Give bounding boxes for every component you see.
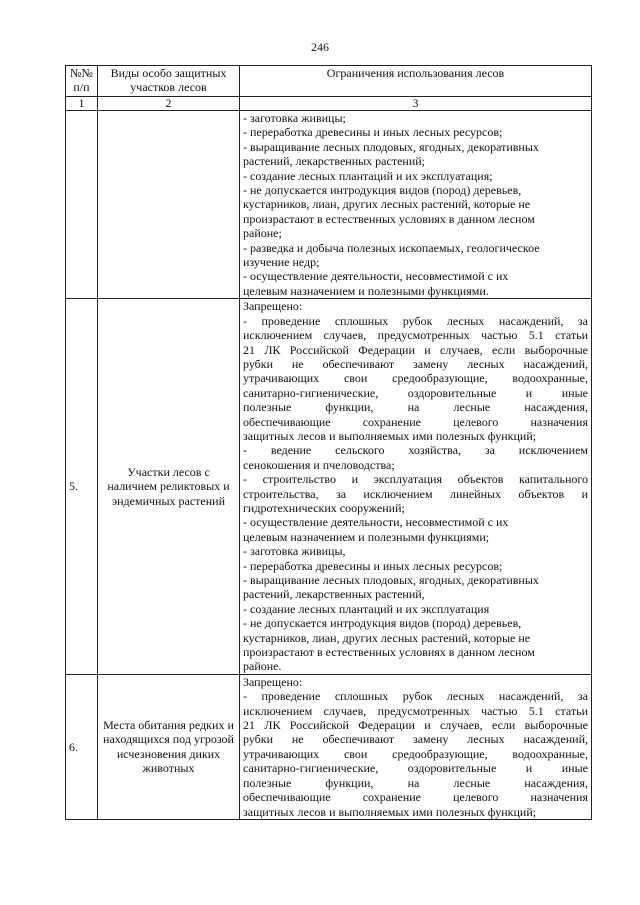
restrictions-table [65, 65, 592, 820]
header-restrictions: Ограничения использования лесов [240, 66, 592, 97]
row-number: 6. [66, 674, 98, 819]
forest-type-cell: Участки лесов с наличием реликтовых и эндемичных растений [98, 299, 240, 675]
restriction-line: 21 ЛК Российской Федерации и случаев, если выборочные [243, 342, 588, 357]
restriction-line: - осуществление деятельности, несовместимой с их [243, 269, 509, 284]
restriction-line: - переработка древесины и иных лесных ресурсов; [243, 125, 503, 140]
restriction-line: защитных лесов и выполняемых ими полезных функций; [243, 804, 537, 819]
restriction-line: кустарников, лиан, других лесных растений, которые не [243, 630, 531, 645]
restriction-line: санитарно-гигиенические, оздоровительные и иные [243, 385, 588, 400]
restriction-line: рубки не обеспечивают замену лесных насаждений, [243, 356, 588, 371]
restriction-line: исключением случаев, предусмотренных частью 5.1 статьи [243, 703, 588, 718]
header-forest-type: Виды особо защитных участков лесов [98, 66, 240, 97]
restriction-line: 21 ЛК Российской Федерации и случаев, если выборочные [243, 718, 588, 733]
restriction-line: изучение недр; [243, 255, 320, 270]
restriction-line: гидротехнических сооружений; [243, 500, 405, 515]
restriction-line: - осуществление деятельности, несовместимой с их [243, 515, 509, 530]
row-number: 5. [66, 299, 98, 675]
page-number: 246 [311, 40, 329, 54]
restriction-line: сенокошения и пчеловодства; [243, 457, 395, 472]
restriction-line: произрастают в естественных условиях в данном лесном [243, 211, 535, 226]
restriction-line: строительства, за исключением линейных объектов и [243, 486, 588, 501]
row-number [66, 111, 98, 299]
restriction-line: - выращивание лесных плодовых, ягодных, декоративных [243, 573, 539, 587]
restriction-line: - выращивание лесных плодовых, ягодных, декоративных [243, 139, 539, 154]
restriction-line: полезные функции, на лесные насаждения, [243, 400, 588, 415]
restriction-line: - ведение сельского хозяйства, за исключением [243, 443, 588, 458]
restriction-line: рубки не обеспечивают замену лесных насаждений, [243, 732, 588, 747]
table-row [66, 674, 592, 819]
column-number: 3 [240, 97, 592, 111]
restriction-line: санитарно-гигиенические, оздоровительные и иные [243, 761, 588, 776]
column-number-row [66, 97, 592, 111]
forest-type-cell: Места обитания редких и находящихся под угрозой исчезновения диких животных [98, 674, 240, 819]
restriction-line: утрачивающих свои средообразующие, водоохранные, [243, 746, 588, 761]
restriction-line: - переработка древесины и иных лесных ресурсов; [243, 558, 503, 573]
column-number: 1 [66, 97, 98, 111]
restriction-line: - не допускается интродукция видов (пород) деревьев, [243, 616, 522, 631]
restriction-line: обеспечивающие сохранение целевого назначения [243, 790, 588, 805]
restriction-line: кустарников, лиан, других лесных растений, которые не [243, 197, 531, 212]
restriction-line: районе; [243, 226, 282, 241]
restriction-line: - проведение сплошных рубок лесных насаждений, за [243, 313, 588, 328]
restriction-line: - создание лесных плантаций и их эксплуатация [243, 601, 490, 616]
restrictions-cell [240, 111, 592, 299]
restrictions-cell [240, 299, 592, 675]
restriction-line: Запрещено: [243, 299, 303, 314]
restriction-line: - проведение сплошных рубок лесных насаждений, за [243, 689, 588, 704]
restriction-line: Запрещено: [243, 674, 303, 689]
header-number: №№ п/п [66, 66, 98, 97]
restrictions-cell [240, 674, 592, 819]
restriction-line: - разведка и добыча полезных ископаемых, геологическое [243, 240, 540, 255]
restriction-line: растений, лекарственных растений, [243, 587, 425, 602]
restriction-line: целевым назначением и полезными функциями; [243, 529, 490, 544]
restriction-line: произрастают в естественных условиях в данном лесном [243, 645, 535, 660]
table-header-row [66, 66, 592, 97]
forest-type-cell [98, 111, 240, 299]
column-number: 2 [98, 97, 240, 111]
restriction-line: - заготовка живицы, [243, 544, 346, 559]
restriction-line: целевым назначением и полезными функциями. [243, 283, 489, 298]
restriction-line: полезные функции, на лесные насаждения, [243, 775, 588, 790]
restriction-line: районе. [243, 659, 282, 674]
restriction-line: защитных лесов и выполняемых ими полезных функций; [243, 428, 537, 443]
restriction-line: обеспечивающие сохранение целевого назначения [243, 414, 588, 429]
restriction-line: - не допускается интродукция видов (пород) деревьев, [243, 183, 522, 198]
restriction-line: исключением случаев, предусмотренных частью 5.1 статьи [243, 328, 588, 343]
restriction-line: растений, лекарственных растений; [243, 154, 425, 169]
table-row [66, 111, 592, 299]
table-row [66, 299, 592, 675]
restriction-line: - создание лесных плантаций и их эксплуатация; [243, 168, 493, 183]
restriction-line: утрачивающих свои средообразующие, водоохранные, [243, 371, 588, 386]
restriction-line: - заготовка живицы; [243, 111, 346, 125]
restriction-line: - строительство и эксплуатация объектов капитального [243, 472, 588, 487]
